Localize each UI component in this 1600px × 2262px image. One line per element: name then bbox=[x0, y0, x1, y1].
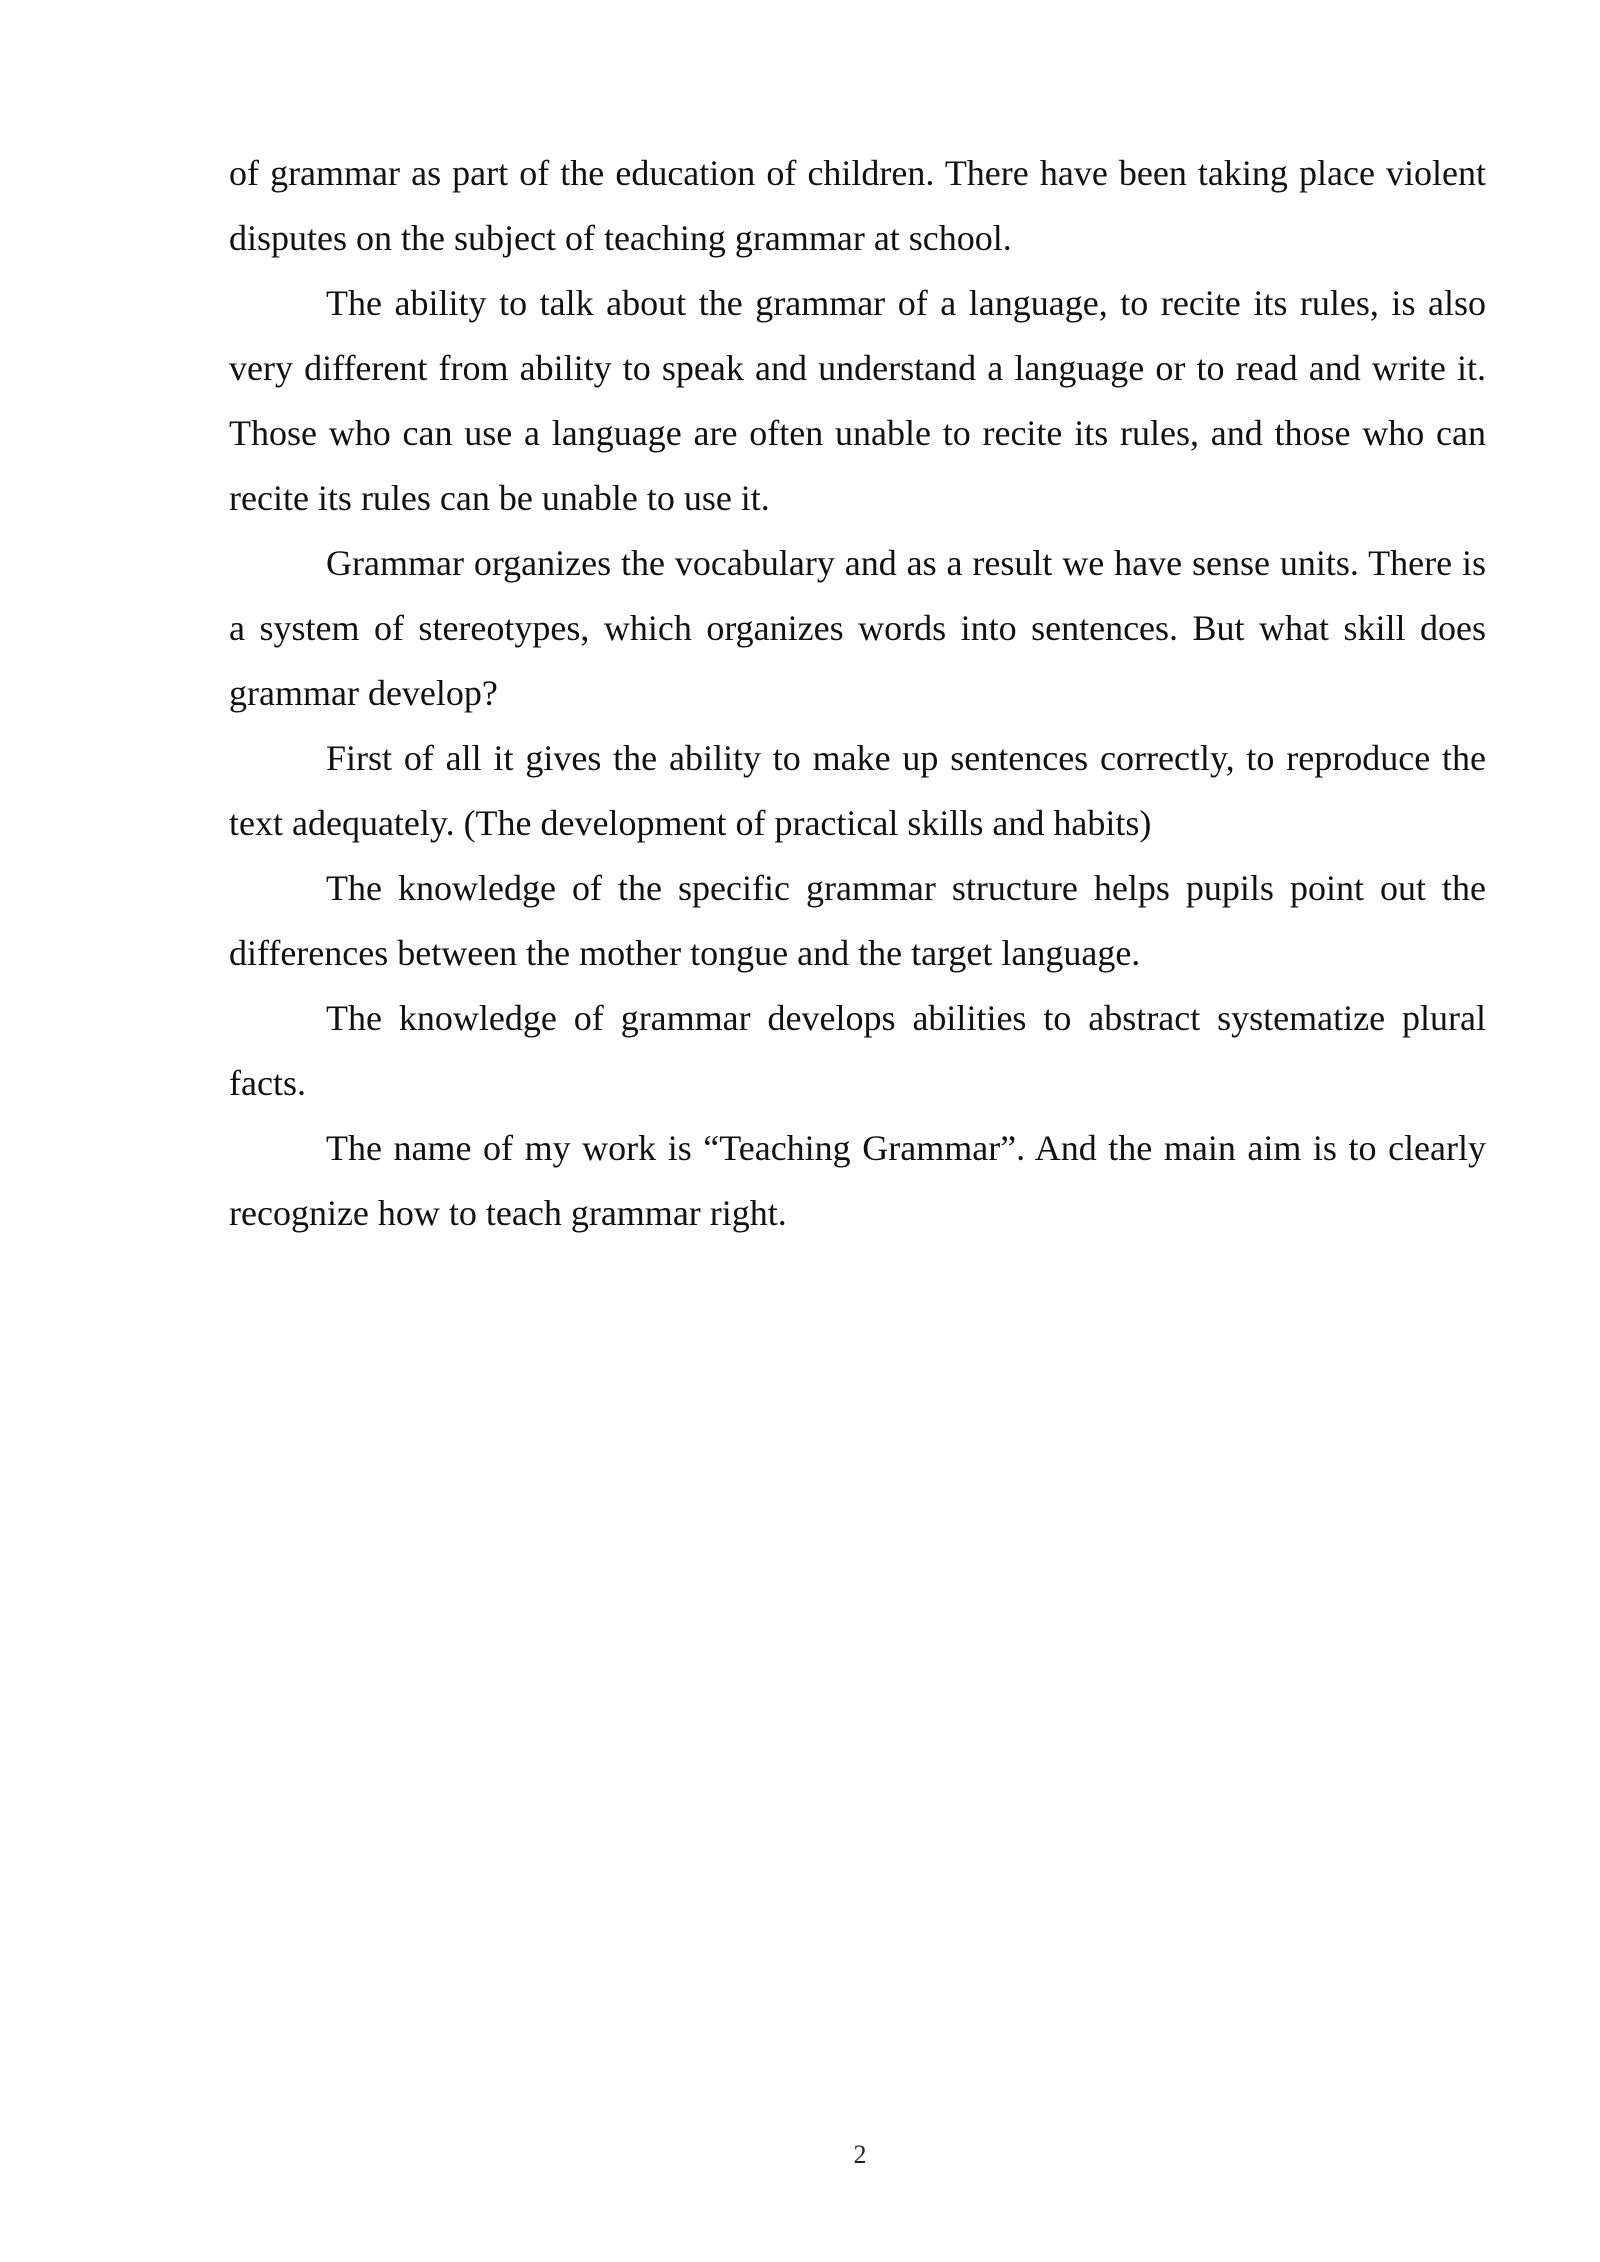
paragraph-abstract-abilities: The knowledge of grammar develops abilities to abstract systematize plural facts. bbox=[229, 998, 1486, 1103]
paragraph-grammar-ability: The ability to talk about the grammar of a language, to recite its rules, is also very different from ability to speak and understand a language or to read and write it. Those who can use a language are often unable to recite its rules, and those who can recite its rules can be unable to use it. bbox=[229, 283, 1486, 518]
paragraph-continuation: of grammar as part of the education of children. There have been taking place violent disputes on the subject of teaching grammar at school. bbox=[229, 153, 1486, 258]
paragraph-grammar-organizes: Grammar organizes the vocabulary and as a result we have sense units. There is a system of stereotypes, which organizes words into sentences. But what skill does grammar develop? bbox=[229, 543, 1486, 713]
page-number: 2 bbox=[853, 2140, 867, 2169]
paragraph-specific-structure: The knowledge of the specific grammar structure helps pupils point out the differences between the mother tongue and the target language. bbox=[229, 868, 1486, 973]
paragraph-first-of-all: First of all it gives the ability to make up sentences correctly, to reproduce the text adequately. (The development of practical skills and habits) bbox=[229, 738, 1486, 843]
paragraph-work-aim: The name of my work is “Teaching Grammar”. And the main aim is to clearly recognize how to teach grammar right. bbox=[229, 1128, 1486, 1233]
body-text bbox=[229, 141, 1486, 1246]
